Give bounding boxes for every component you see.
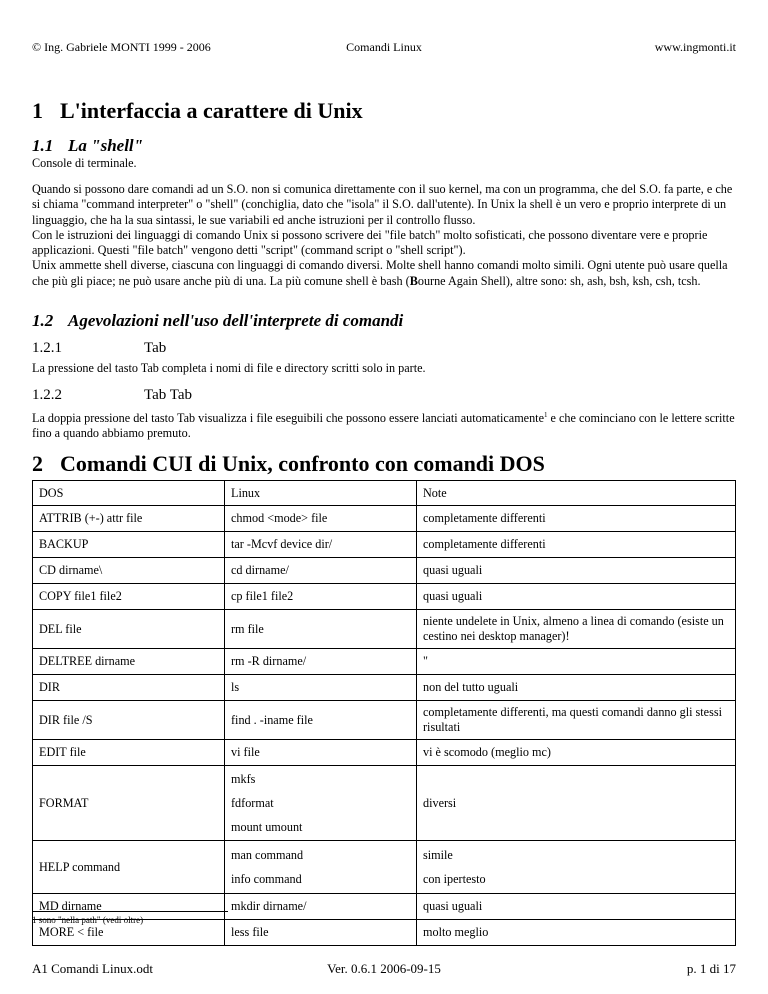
- table-row: [33, 610, 736, 649]
- cell-note: non del tutto uguali: [417, 675, 736, 701]
- shell-paragraph-2: Con le istruzioni dei linguaggi di comando Unix si possono scrivere dei "file batch" molto sofisticati, che possono diventare vere e proprie applicazioni. Questi "file batch" vengono detti "script" (command script o "shell script").: [32, 227, 708, 258]
- section-1-2-title: Agevolazioni nell'uso dell'interprete di comandi: [68, 311, 404, 330]
- section-1-1-number: 1.1: [32, 136, 54, 155]
- footnote-ref: 1: [543, 411, 548, 419]
- footnote-separator: [32, 911, 228, 912]
- cell-dos: DEL file: [33, 610, 225, 649]
- cell-note: quasi uguali: [417, 584, 736, 610]
- section-1-2-2-text: La doppia pressione del tasto Tab visualizza i file eseguibili che possono essere lanciati automaticamente$^1$ e che cominciano con le lettere scritte fino a quando abbiamo premuto.: [32, 411, 735, 441]
- table-row: [33, 558, 736, 584]
- cell-linux-line: man command: [231, 847, 304, 862]
- table-row: [33, 584, 736, 610]
- section-1-2-1-title: Tab: [144, 340, 167, 356]
- cell-note: ": [417, 649, 736, 675]
- section-1-2-1-text: La pressione del tasto Tab completa i nomi di file e directory scritti solo in parte.: [32, 361, 426, 375]
- cell-linux: [225, 766, 417, 841]
- cell-dos: EDIT file: [33, 740, 225, 766]
- cell-linux: ls: [225, 675, 417, 701]
- cell-note: completamente differenti: [417, 532, 736, 558]
- cell-note: quasi uguali: [417, 894, 736, 920]
- footer-page-number: p. 1 di 17: [686, 961, 736, 976]
- cell-note: completamente differenti: [417, 506, 736, 532]
- footnote: [32, 915, 143, 925]
- cell-note: completamente differenti, ma questi comandi danno gli stessi risultati: [417, 701, 736, 740]
- header-title: Comandi Linux: [346, 40, 422, 54]
- footnote-text: sono "nella path" (vedi oltre): [38, 915, 144, 925]
- cell-linux: cp file1 file2: [225, 584, 417, 610]
- cell-note-line: simile: [423, 847, 453, 862]
- cell-note: molto meglio: [417, 920, 736, 946]
- table-row: [33, 675, 736, 701]
- table-header-row: [33, 481, 736, 506]
- section-1-1-heading: [32, 136, 143, 156]
- section-1-title: L'interfaccia a carattere di Unix: [60, 98, 363, 123]
- section-1-heading: [32, 98, 363, 124]
- bourne-initial: B: [409, 273, 418, 288]
- header-copyright: © Ing. Gabriele MONTI 1999 - 2006: [32, 40, 211, 54]
- section-1-2-2-number: 1.2.2: [32, 387, 62, 403]
- cell-note-line: con ipertesto: [423, 871, 486, 886]
- cell-note: quasi uguali: [417, 558, 736, 584]
- section-1-1-intro: Console di terminale.: [32, 156, 137, 170]
- cell-linux: mkdir dirname/: [225, 894, 417, 920]
- table-row: [33, 506, 736, 532]
- cell-linux-line: mkfs: [231, 771, 256, 786]
- cell-dos: CD dirname\: [33, 558, 225, 584]
- cell-dos: DIR file /S: [33, 701, 225, 740]
- cell-linux: less file: [225, 920, 417, 946]
- section-2-title: Comandi CUI di Unix, confronto con comandi DOS: [60, 451, 545, 476]
- cell-linux: find . -iname file: [225, 701, 417, 740]
- table-row: [33, 740, 736, 766]
- cell-note: niente undelete in Unix, almeno a linea di comando (esiste un cestino nei desktop manager)!: [417, 610, 736, 649]
- section-1-1-body: [32, 182, 736, 289]
- cell-linux: tar -Mcvf device dir/: [225, 532, 417, 558]
- section-2-number: 2: [32, 451, 43, 476]
- cell-dos: BACKUP: [33, 532, 225, 558]
- cell-note: vi è scomodo (meglio mc): [417, 740, 736, 766]
- table-header-dos: DOS: [33, 481, 225, 506]
- cell-dos: FORMAT: [33, 766, 225, 841]
- cell-linux: vi file: [225, 740, 417, 766]
- section-1-2-2-title: Tab Tab: [144, 387, 193, 403]
- cell-dos: ATTRIB (+-) attr file: [33, 506, 225, 532]
- shell-paragraph-1: Quando si possono dare comandi ad un S.O. non si comunica direttamente con il suo kernel, ma con un programma, che del S.O. fa parte, e che si chiama "command interpreter" o "shell" (conchiglia, dato che "isola" il S.O. dall'utente). In Unix la shell è un vero e proprio interprete di un linguaggio, che ha la sua sintassi, le sue variabili ed anche istruzioni per il controllo flusso.: [32, 182, 733, 227]
- cell-linux-line: info command: [231, 871, 302, 886]
- table-row: [33, 649, 736, 675]
- table-row: [33, 701, 736, 740]
- section-1-number: 1: [32, 98, 43, 123]
- cell-dos: COPY file1 file2: [33, 584, 225, 610]
- cell-linux: cd dirname/: [225, 558, 417, 584]
- footer-filename: A1 Comandi Linux.odt: [32, 961, 153, 976]
- cell-linux: chmod <mode> file: [225, 506, 417, 532]
- table-header-note: Note: [417, 481, 736, 506]
- cell-dos: DELTREE dirname: [33, 649, 225, 675]
- section-1-2-number: 1.2: [32, 311, 54, 330]
- section-1-1-title: La "shell": [68, 136, 144, 155]
- section-1-2-heading: [32, 311, 403, 331]
- table-row: [33, 766, 736, 841]
- footer-version: Ver. 0.6.1 2006-09-15: [327, 961, 441, 976]
- cell-note: [417, 841, 736, 894]
- section-1-2-1-number: 1.2.1: [32, 340, 62, 356]
- table-row: [33, 841, 736, 894]
- header-website: www.ingmonti.it: [654, 40, 736, 54]
- section-1-2-1-heading: [32, 340, 166, 357]
- table-row: [33, 532, 736, 558]
- cell-linux: rm -R dirname/: [225, 649, 417, 675]
- dos-linux-comparison-table: [32, 480, 736, 946]
- table-header-linux: Linux: [225, 481, 417, 506]
- cell-linux: [225, 841, 417, 894]
- cell-linux: rm file: [225, 610, 417, 649]
- cell-dos: DIR: [33, 675, 225, 701]
- cell-note: diversi: [417, 766, 736, 841]
- cell-dos: HELP command: [33, 841, 225, 894]
- shell-paragraph-3: Unix ammette shell diverse, ciascuna con linguaggi di comando diversi. Molte shell hanno comandi molto simili. Ogni utente può usare quella che più gli piace; ne può usare anche più di una. La più comune shell è bash (Bourne Again Shell), altre sono: sh, ash, bsh, ksh, csh, tcsh.: [32, 258, 728, 288]
- cell-linux-line: fdformat: [231, 795, 274, 810]
- cell-linux-line: mount umount: [231, 819, 303, 834]
- cell-dos: MD dirname: [33, 894, 225, 920]
- section-2-heading: [32, 451, 545, 477]
- footnote-number: 1: [32, 915, 37, 925]
- section-1-2-2-heading: [32, 387, 192, 404]
- cell-dos: MORE < file: [33, 920, 225, 946]
